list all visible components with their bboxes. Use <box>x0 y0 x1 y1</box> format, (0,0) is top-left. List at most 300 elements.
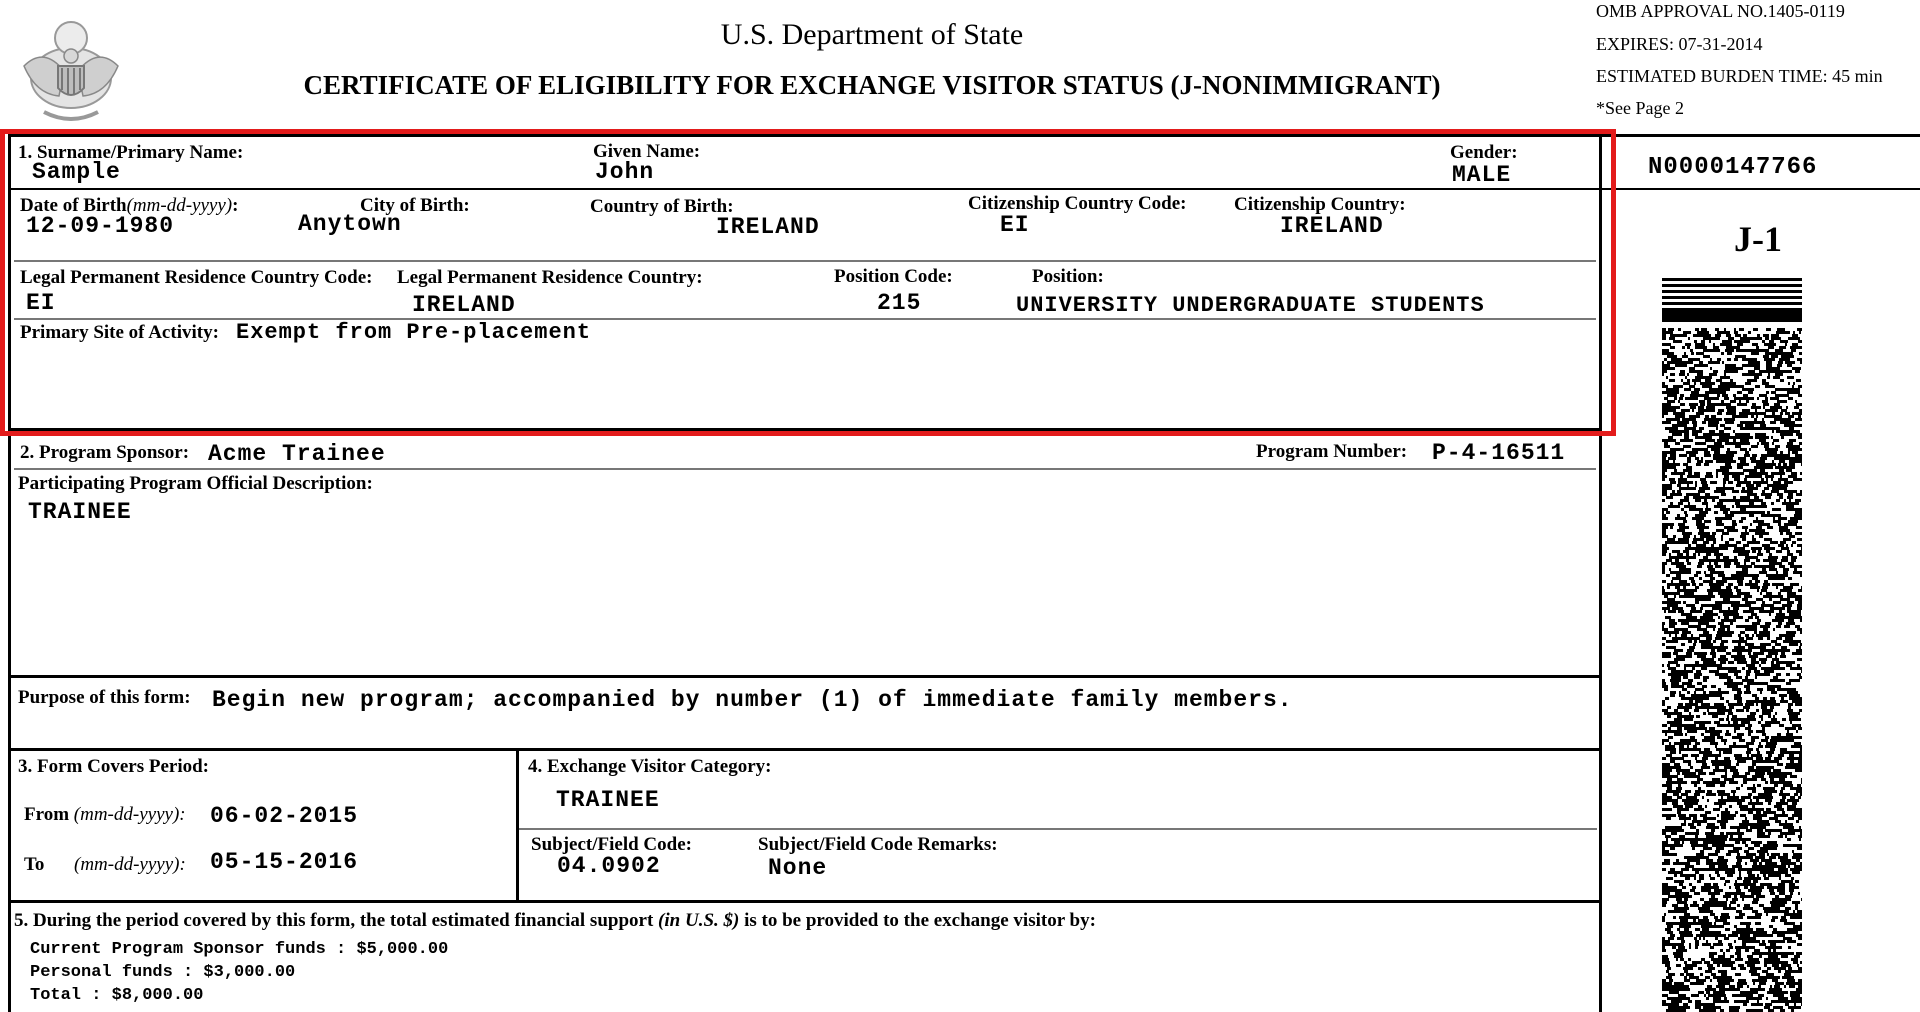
barcode-module <box>1780 532 1783 535</box>
barcode-module <box>1669 967 1671 970</box>
surname-value: Sample <box>32 159 121 185</box>
barcode-module <box>1722 409 1724 412</box>
barcode-module <box>1717 361 1720 364</box>
barcode-module <box>1735 973 1741 976</box>
barcode-module <box>1694 709 1699 712</box>
barcode-module <box>1707 799 1709 802</box>
barcode-module <box>1771 919 1775 922</box>
barcode-module <box>1800 574 1802 577</box>
barcode-module <box>1675 442 1680 445</box>
barcode-module <box>1799 553 1802 556</box>
barcode-module <box>1766 997 1768 1000</box>
barcode-module <box>1739 739 1745 742</box>
barcode-module <box>1715 565 1721 568</box>
barcode-module <box>1727 922 1730 925</box>
barcode-module <box>1796 379 1801 382</box>
barcode-module <box>1696 610 1702 613</box>
barcode-module <box>1759 988 1765 991</box>
form-title: CERTIFICATE OF ELIGIBILITY FOR EXCHANGE VISITOR STATUS (J-NONIMMIGRANT) <box>303 70 1441 100</box>
barcode-module <box>1756 559 1760 562</box>
barcode-module <box>1770 547 1775 550</box>
barcode-module <box>1785 331 1790 334</box>
barcode-module <box>1795 886 1799 889</box>
barcode-module <box>1791 544 1793 547</box>
barcode-module <box>1774 790 1777 793</box>
barcode-module <box>1712 715 1718 718</box>
see-page-note: *See Page 2 <box>1596 98 1684 118</box>
citizenship-code-value: EI <box>1000 212 1030 238</box>
barcode-module <box>1767 724 1771 727</box>
barcode-module <box>1749 514 1754 517</box>
barcode-module <box>1688 337 1690 340</box>
to-label-text: To <box>24 854 45 875</box>
barcode-module <box>1687 439 1693 442</box>
barcode-module <box>1743 781 1747 784</box>
barcode-module <box>1706 454 1711 457</box>
position-code-label: Position Code: <box>834 266 953 287</box>
program-sponsor-label: 2. Program Sponsor: <box>20 442 190 463</box>
position-label: Position: <box>1032 266 1104 287</box>
barcode-module <box>1724 493 1726 496</box>
barcode-module <box>1672 973 1675 976</box>
barcode-module <box>1684 823 1686 826</box>
barcode-module <box>1681 643 1685 646</box>
barcode-bar <box>1662 302 1802 305</box>
barcode-module <box>1800 658 1802 661</box>
barcode-module <box>1756 916 1761 919</box>
barcode-module <box>1709 460 1713 463</box>
barcode-module <box>1756 880 1758 883</box>
financial-support-text-a: 5. During the period covered by this form, the total estimated financial support <box>14 910 659 931</box>
lpr-code-label: Legal Permanent Residence Country Code: <box>20 267 373 288</box>
barcode-module <box>1740 967 1746 970</box>
barcode-module <box>1705 487 1710 490</box>
barcode-module <box>1759 406 1761 409</box>
barcode-module <box>1666 376 1668 379</box>
barcode-module <box>1687 562 1691 565</box>
barcode-module <box>1672 367 1675 370</box>
barcode-module <box>1699 937 1701 940</box>
barcode-module <box>1744 463 1749 466</box>
barcode-module <box>1710 877 1715 880</box>
barcode-module <box>1662 517 1668 520</box>
barcode-module <box>1704 463 1709 466</box>
citizenship-code-label: Citizenship Country Code: <box>968 193 1187 214</box>
barcode-module <box>1782 517 1787 520</box>
barcode-module <box>1668 496 1673 499</box>
barcode-module <box>1753 982 1755 985</box>
barcode-module <box>1698 553 1700 556</box>
barcode-module <box>1768 643 1771 646</box>
barcode-module <box>1797 538 1802 541</box>
barcode-module <box>1745 442 1750 445</box>
barcode-module <box>1764 673 1770 676</box>
barcode-module <box>1700 808 1704 811</box>
barcode-module <box>1685 868 1689 871</box>
barcode-module <box>1665 562 1667 565</box>
barcode-module <box>1797 532 1802 535</box>
barcode-module <box>1703 712 1706 715</box>
barcode-module <box>1662 571 1665 574</box>
barcode-module <box>1692 730 1697 733</box>
barcode-module <box>1665 412 1668 415</box>
barcode-module <box>1694 892 1700 895</box>
primary-site-label: Primary Site of Activity: <box>20 322 219 343</box>
barcode-module <box>1662 373 1664 376</box>
barcode-module <box>1702 421 1706 424</box>
barcode-module <box>1682 403 1685 406</box>
program-sponsor-value: Acme Trainee <box>208 441 386 467</box>
barcode-module <box>1796 346 1802 349</box>
barcode-module <box>1688 640 1692 643</box>
barcode-module <box>1767 637 1770 640</box>
barcode-module <box>1729 805 1732 808</box>
financial-support-label <box>14 910 1096 932</box>
section3-4-divider <box>516 748 519 901</box>
given-name-label: Given Name: <box>593 141 701 162</box>
barcode-module <box>1786 682 1791 685</box>
barcode-module <box>1706 364 1708 367</box>
barcode-module <box>1739 520 1743 523</box>
barcode-module <box>1700 430 1702 433</box>
barcode-module <box>1662 919 1665 922</box>
barcode-module <box>1801 1003 1802 1006</box>
barcode-module <box>1703 937 1705 940</box>
barcode-module <box>1795 502 1799 505</box>
barcode-module <box>1799 418 1802 421</box>
barcode-module <box>1688 895 1692 898</box>
barcode-module <box>1799 424 1802 427</box>
barcode-module <box>1800 769 1802 772</box>
barcode-module <box>1697 781 1700 784</box>
barcode-module <box>1791 832 1795 835</box>
barcode-module <box>1776 916 1778 919</box>
citizenship-country-label: Citizenship Country: <box>1234 194 1406 215</box>
subject-code-value: 04.0902 <box>557 853 661 879</box>
barcode-module <box>1752 790 1756 793</box>
barcode-module <box>1779 667 1785 670</box>
barcode-module <box>1712 619 1715 622</box>
barcode-module <box>1720 412 1722 415</box>
barcode-module <box>1709 520 1711 523</box>
barcode-module <box>1728 421 1734 424</box>
from-format: (mm-dd-yyyy): <box>73 804 186 825</box>
barcode-module <box>1707 766 1710 769</box>
barcode-bar <box>1662 296 1802 299</box>
barcode-module <box>1800 478 1802 481</box>
barcode-module <box>1732 661 1734 664</box>
barcode-module <box>1710 367 1712 370</box>
lpr-country-value: IRELAND <box>412 292 516 318</box>
barcode-module <box>1728 751 1732 754</box>
barcode-module <box>1755 541 1760 544</box>
sevis-id: N0000147766 <box>1648 154 1818 181</box>
visa-type: J-1 <box>1734 219 1782 259</box>
barcode-module <box>1701 442 1706 445</box>
expiration-date: EXPIRES: 07-31-2014 <box>1596 34 1763 54</box>
barcode-module <box>1799 331 1801 334</box>
financial-support-text-c: is to be provided to the exchange visitor by: <box>739 910 1096 931</box>
barcode-module <box>1678 328 1681 331</box>
barcode-module <box>1699 571 1701 574</box>
barcode-module <box>1664 688 1668 691</box>
barcode-module <box>1748 565 1752 568</box>
barcode-module <box>1776 625 1781 628</box>
barcode-module <box>1718 943 1723 946</box>
barcode-module <box>1679 751 1681 754</box>
barcode-module <box>1778 946 1782 949</box>
barcode-module <box>1666 511 1670 514</box>
form-covers-period-label: 3. Form Covers Period: <box>18 756 209 777</box>
barcode-module <box>1800 619 1802 622</box>
barcode-module <box>1795 775 1797 778</box>
barcode-module <box>1752 550 1756 553</box>
barcode-module <box>1737 958 1743 961</box>
barcode-module <box>1788 382 1790 385</box>
barcode-module <box>1729 538 1734 541</box>
barcode-module <box>1679 844 1683 847</box>
barcode-module <box>1713 628 1715 631</box>
barcode-module <box>1732 529 1738 532</box>
to-label <box>24 854 44 876</box>
barcode-module <box>1801 709 1802 712</box>
barcode-module <box>1676 964 1681 967</box>
barcode-module <box>1730 622 1733 625</box>
barcode-module <box>1800 943 1802 946</box>
barcode-module <box>1694 574 1698 577</box>
barcode-module <box>1782 718 1786 721</box>
barcode-module <box>1696 715 1700 718</box>
barcode-module <box>1732 505 1734 508</box>
barcode-module <box>1779 724 1784 727</box>
barcode-module <box>1696 862 1700 865</box>
barcode-module <box>1745 619 1749 622</box>
barcode-module <box>1720 925 1724 928</box>
barcode-module <box>1799 838 1801 841</box>
department-title: U.S. Department of State <box>720 18 1024 51</box>
barcode-module <box>1768 802 1771 805</box>
barcode-module <box>1700 973 1703 976</box>
barcode-module <box>1710 979 1712 982</box>
barcode-module <box>1690 556 1696 559</box>
barcode-module <box>1749 448 1751 451</box>
barcode-module <box>1734 730 1736 733</box>
barcode-module <box>1697 994 1699 997</box>
barcode-module <box>1780 940 1785 943</box>
barcode-module <box>1800 961 1802 964</box>
barcode-module <box>1672 373 1675 376</box>
barcode-module <box>1754 601 1756 604</box>
barcode-module <box>1683 334 1687 337</box>
barcode-module <box>1750 616 1753 619</box>
barcode-module <box>1672 640 1678 643</box>
barcode-module <box>1721 538 1723 541</box>
barcode-module <box>1732 817 1734 820</box>
subject-remarks-value: None <box>768 855 828 881</box>
barcode-module <box>1724 883 1726 886</box>
barcode-module <box>1742 403 1747 406</box>
barcode-module <box>1771 691 1777 694</box>
barcode-module <box>1798 1006 1801 1009</box>
barcode-module <box>1666 817 1671 820</box>
barcode-module <box>1772 856 1776 859</box>
barcode-module <box>1767 466 1773 469</box>
barcode-module <box>1767 376 1770 379</box>
barcode-module <box>1795 880 1799 883</box>
barcode-module <box>1695 601 1699 604</box>
barcode-module <box>1662 724 1667 727</box>
barcode-module <box>1735 523 1737 526</box>
barcode-module <box>1672 481 1676 484</box>
barcode-module <box>1788 433 1793 436</box>
barcode-module <box>1770 934 1773 937</box>
lpr-code-value: EI <box>26 290 56 316</box>
barcode-module <box>1745 949 1749 952</box>
barcode-module <box>1665 697 1669 700</box>
barcode-module <box>1674 853 1677 856</box>
barcode-module <box>1796 820 1799 823</box>
program-number-label: Program Number: <box>1256 441 1408 462</box>
barcode-module <box>1662 949 1666 952</box>
barcode-module <box>1746 709 1749 712</box>
barcode-module <box>1710 784 1715 787</box>
barcode-module <box>1667 547 1669 550</box>
barcode-module <box>1765 781 1768 784</box>
barcode-module <box>1798 712 1800 715</box>
barcode-module <box>1729 427 1731 430</box>
barcode-module <box>1677 505 1680 508</box>
barcode-module <box>1745 862 1747 865</box>
barcode-module <box>1714 397 1719 400</box>
barcode-module <box>1670 694 1675 697</box>
barcode-module <box>1717 337 1720 340</box>
barcode-module <box>1692 409 1694 412</box>
barcode-module <box>1713 382 1715 385</box>
barcode-module <box>1781 436 1784 439</box>
program-number-value: P-4-16511 <box>1432 440 1566 466</box>
barcode-module <box>1707 475 1713 478</box>
barcode-module <box>1713 640 1716 643</box>
barcode-module <box>1801 448 1802 451</box>
barcode-module <box>1690 361 1693 364</box>
dob-label: Date of Birth(mm-dd-yyyy): <box>20 195 239 216</box>
barcode-module <box>1689 460 1691 463</box>
barcode-module <box>1701 772 1706 775</box>
barcode-module <box>1669 634 1671 637</box>
barcode-module <box>1753 328 1758 331</box>
barcode-module <box>1737 904 1740 907</box>
barcode-module <box>1800 727 1802 730</box>
barcode-module <box>1674 874 1677 877</box>
barcode-module <box>1687 655 1692 658</box>
barcode-module <box>1758 652 1764 655</box>
barcode-module <box>1685 877 1690 880</box>
to-format <box>74 854 186 876</box>
barcode-module <box>1761 661 1766 664</box>
barcode-bar <box>1662 308 1802 322</box>
barcode-module <box>1798 526 1802 529</box>
barcode-module <box>1755 961 1760 964</box>
barcode-module <box>1712 373 1717 376</box>
barcode-module <box>1801 463 1802 466</box>
barcode-module <box>1691 481 1693 484</box>
barcode-module <box>1702 412 1704 415</box>
barcode-module <box>1772 430 1774 433</box>
barcode-module <box>1667 586 1670 589</box>
barcode-module <box>1734 940 1736 943</box>
barcode-module <box>1736 787 1740 790</box>
barcode-module <box>1783 472 1785 475</box>
barcode-module <box>1696 397 1698 400</box>
barcode-module <box>1725 733 1731 736</box>
barcode-module <box>1769 496 1771 499</box>
exchange-visitor-category-label: 4. Exchange Visitor Category: <box>528 756 772 777</box>
barcode-module <box>1755 676 1757 679</box>
barcode-module <box>1678 829 1684 832</box>
barcode-module <box>1774 421 1776 424</box>
barcode-module <box>1677 733 1683 736</box>
barcode-module <box>1687 445 1691 448</box>
barcode-module <box>1760 592 1762 595</box>
barcode-module <box>1800 952 1802 955</box>
barcode-module <box>1721 826 1726 829</box>
barcode-module <box>1746 691 1751 694</box>
barcode-module <box>1723 712 1725 715</box>
barcode-module <box>1798 937 1802 940</box>
barcode-module <box>1718 616 1720 619</box>
barcode-module <box>1670 769 1672 772</box>
barcode-module <box>1752 397 1754 400</box>
barcode-module <box>1761 637 1763 640</box>
barcode-module <box>1801 493 1802 496</box>
barcode-module <box>1716 826 1719 829</box>
barcode-module <box>1698 967 1702 970</box>
barcode-module <box>1711 817 1716 820</box>
barcode-module <box>1756 901 1758 904</box>
barcode-module <box>1792 361 1795 364</box>
barcode-module <box>1720 418 1722 421</box>
barcode-module <box>1735 370 1738 373</box>
to-date-value: 05-15-2016 <box>210 849 359 875</box>
barcode-module <box>1662 337 1666 340</box>
barcode-module <box>1691 805 1693 808</box>
barcode-bar <box>1662 290 1802 293</box>
barcode-module <box>1738 670 1741 673</box>
barcode-bar <box>1662 284 1802 287</box>
barcode-module <box>1778 970 1781 973</box>
barcode-module <box>1722 547 1728 550</box>
barcode-module <box>1696 676 1700 679</box>
barcode-module <box>1798 871 1800 874</box>
barcode-module <box>1667 862 1670 865</box>
barcode-module <box>1690 766 1693 769</box>
barcode-module <box>1800 472 1802 475</box>
barcode-module <box>1742 760 1746 763</box>
barcode-module <box>1724 742 1726 745</box>
barcode-module <box>1778 601 1781 604</box>
barcode-module <box>1777 439 1779 442</box>
barcode-module <box>1688 958 1691 961</box>
from-label-text: From <box>24 804 70 825</box>
barcode-module <box>1757 397 1759 400</box>
barcode-module <box>1748 391 1753 394</box>
barcode-module <box>1776 550 1782 553</box>
barcode-module <box>1789 985 1795 988</box>
barcode-module <box>1721 445 1724 448</box>
barcode-module <box>1687 373 1689 376</box>
barcode-module <box>1720 697 1724 700</box>
barcode-module <box>1736 763 1739 766</box>
